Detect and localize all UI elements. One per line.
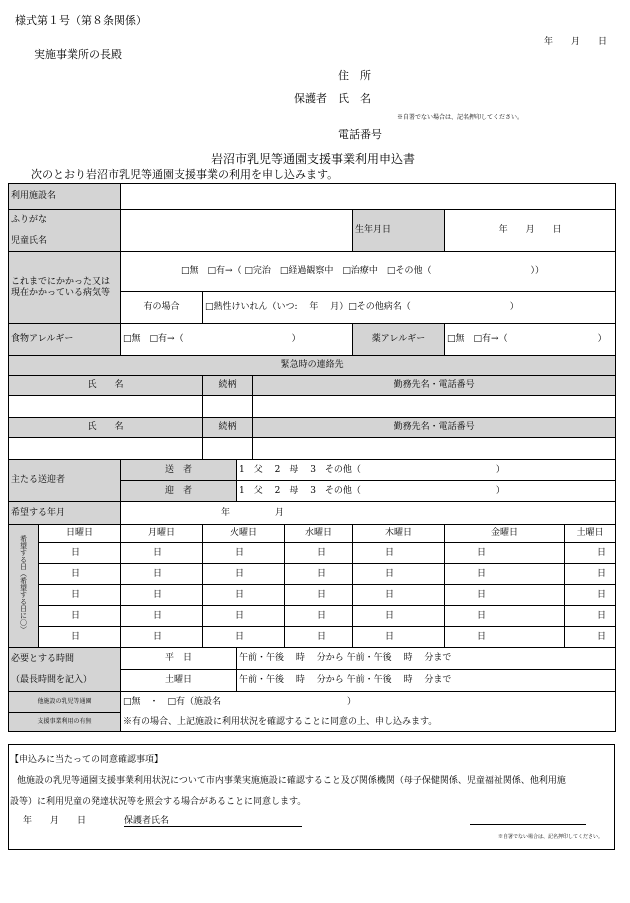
drug-allergy-label: 薬アレルギー bbox=[353, 324, 445, 356]
time-label bbox=[9, 648, 121, 692]
day-cell[interactable]: 日 bbox=[353, 627, 445, 648]
day-cell[interactable]: 日 bbox=[565, 543, 616, 564]
furigana-label: ふりがな bbox=[11, 214, 48, 225]
day-row bbox=[9, 585, 616, 606]
other-use-note: ※有の場合、上記施設に利用状況を確認することに同意の上、申し込みます。 bbox=[121, 713, 616, 732]
emergency-header: 緊急時の連絡先 bbox=[9, 356, 616, 376]
day-cell[interactable]: 日 bbox=[39, 606, 121, 627]
illness-options[interactable]: □無 □有→（ □完治 □経過観察中 □治療中 □その他（ ）） bbox=[121, 252, 616, 292]
day-cell[interactable]: 日 bbox=[121, 627, 203, 648]
illness-label: これまでにかかった又は現在かかっている病気等 bbox=[9, 252, 121, 324]
day-cell[interactable]: 日 bbox=[445, 627, 565, 648]
day-cell[interactable]: 日 bbox=[121, 543, 203, 564]
phone-label: 電話番号 bbox=[338, 128, 382, 141]
pickup-sub-label: 迎 者 bbox=[121, 481, 237, 502]
saturday-time-field[interactable]: 午前・午後 時 分から 午前・午後 時 分まで bbox=[237, 670, 616, 692]
weekday-wed: 水曜日 bbox=[285, 525, 353, 543]
emergency-relation-2[interactable] bbox=[203, 438, 253, 460]
day-cell[interactable]: 日 bbox=[203, 627, 285, 648]
day-cell[interactable]: 日 bbox=[203, 564, 285, 585]
day-cell[interactable]: 日 bbox=[565, 606, 616, 627]
day-cell[interactable]: 日 bbox=[445, 564, 565, 585]
weekday-fri: 金曜日 bbox=[445, 525, 565, 543]
emergency-name-header: 氏 名 bbox=[9, 376, 203, 396]
day-vertical-label: 希望する日（希望する日に〇） bbox=[9, 525, 39, 648]
weekday-thu: 木曜日 bbox=[353, 525, 445, 543]
time-label-sub: （最長時間を記入） bbox=[11, 674, 93, 685]
address-label: 住 所 bbox=[338, 69, 371, 82]
day-cell[interactable]: 日 bbox=[445, 606, 565, 627]
emergency-relation-header-2: 続柄 bbox=[203, 418, 253, 438]
pickup-options[interactable]: 1 父 2 母 3 その他（ ） bbox=[237, 481, 616, 502]
weekday-time-field[interactable]: 午前・午後 時 分から 午前・午後 時 分まで bbox=[237, 648, 616, 670]
food-allergy-label: 食物アレルギー bbox=[9, 324, 121, 356]
day-cell[interactable]: 日 bbox=[445, 585, 565, 606]
day-row bbox=[9, 564, 616, 585]
dropoff-options[interactable]: 1 父 2 母 3 その他（ ） bbox=[237, 460, 616, 481]
weekday-sat: 土曜日 bbox=[565, 525, 616, 543]
dropoff-label: 送 者 bbox=[121, 460, 237, 481]
weekday-tue: 火曜日 bbox=[203, 525, 285, 543]
saturday-time-label: 土曜日 bbox=[121, 670, 237, 692]
consent-seal-line bbox=[470, 824, 586, 825]
day-cell[interactable]: 日 bbox=[285, 585, 353, 606]
day-cell[interactable]: 日 bbox=[121, 606, 203, 627]
addressee: 実施事業所の長殿 bbox=[34, 48, 122, 61]
day-cell[interactable]: 日 bbox=[39, 585, 121, 606]
birth-label: 生年月日 bbox=[353, 210, 445, 252]
time-label-main: 必要とする時間 bbox=[11, 653, 75, 664]
day-cell[interactable]: 日 bbox=[203, 585, 285, 606]
weekday-sun: 日曜日 bbox=[39, 525, 121, 543]
day-cell[interactable]: 日 bbox=[285, 627, 353, 648]
if-yes-label: 有の場合 bbox=[121, 292, 203, 324]
emergency-work-header-2: 勤務先名・電話番号 bbox=[253, 418, 616, 438]
guardian-name-label: 保護者 氏 名 bbox=[294, 92, 371, 105]
day-cell[interactable]: 日 bbox=[565, 585, 616, 606]
emergency-work-header: 勤務先名・電話番号 bbox=[253, 376, 616, 396]
application-form bbox=[8, 183, 616, 732]
child-name-text: 児童氏名 bbox=[11, 235, 48, 246]
emergency-relation-1[interactable] bbox=[203, 396, 253, 418]
day-cell[interactable]: 日 bbox=[285, 606, 353, 627]
other-use-label: 他施設の乳児等通園 bbox=[9, 692, 121, 713]
emergency-name-1[interactable] bbox=[9, 396, 203, 418]
child-name-field[interactable] bbox=[121, 210, 353, 252]
day-cell[interactable]: 日 bbox=[565, 564, 616, 585]
day-cell[interactable]: 日 bbox=[353, 606, 445, 627]
day-row bbox=[9, 606, 616, 627]
day-cell[interactable]: 日 bbox=[353, 543, 445, 564]
form-number: 様式第１号（第８条関係） bbox=[15, 14, 147, 27]
day-cell[interactable]: 日 bbox=[121, 585, 203, 606]
weekday-mon: 月曜日 bbox=[121, 525, 203, 543]
signature-note: ※自署でない場合は、記名押印してください。 bbox=[397, 114, 524, 121]
day-cell[interactable]: 日 bbox=[39, 627, 121, 648]
consent-title: 【申込みに当たっての同意確認事項】 bbox=[10, 755, 164, 765]
day-row bbox=[9, 627, 616, 648]
consent-body-1: 他施設の乳児等通園支援事業利用状況について市内事業実施施設に確認すること及び関係機関（母子保健関係、児童福祉関係、他利用施 bbox=[17, 776, 566, 786]
consent-note: ※自署でない場合は、記名押印してください。 bbox=[498, 834, 604, 840]
day-cell[interactable]: 日 bbox=[203, 606, 285, 627]
if-yes-options[interactable]: □熱性けいれん（いつ: 年 月）□その他病名（ ） bbox=[203, 292, 616, 324]
form-title: 岩沼市乳児等通園支援事業利用申込書 bbox=[211, 152, 416, 166]
emergency-name-header-2: 氏 名 bbox=[9, 418, 203, 438]
consent-date[interactable]: 年 月 日 bbox=[23, 816, 87, 826]
emergency-work-2[interactable] bbox=[253, 438, 616, 460]
facility-field[interactable] bbox=[121, 184, 616, 210]
day-cell[interactable]: 日 bbox=[203, 543, 285, 564]
pickup-label: 主たる送迎者 bbox=[9, 460, 121, 502]
other-use-options[interactable]: □無 ・ □有（施設名 ） bbox=[121, 692, 616, 713]
day-cell[interactable]: 日 bbox=[445, 543, 565, 564]
header-date: 年 月 日 bbox=[544, 37, 608, 47]
facility-label: 利用施設名 bbox=[9, 184, 121, 210]
food-allergy-options[interactable]: □無 □有→（ ） bbox=[121, 324, 353, 356]
consent-guardian-field[interactable] bbox=[124, 813, 302, 827]
day-cell[interactable]: 日 bbox=[565, 627, 616, 648]
child-name-label bbox=[9, 210, 121, 252]
emergency-work-1[interactable] bbox=[253, 396, 616, 418]
month-label: 希望する年月 bbox=[9, 502, 121, 525]
intro-text: 次のとおり岩沼市乳児等通園支援事業の利用を申し込みます。 bbox=[31, 168, 339, 181]
day-cell[interactable]: 日 bbox=[39, 543, 121, 564]
emergency-relation-header: 続柄 bbox=[203, 376, 253, 396]
month-field[interactable]: 年 月 bbox=[121, 502, 616, 525]
day-cell[interactable]: 日 bbox=[285, 543, 353, 564]
weekday-header-row bbox=[9, 525, 616, 543]
day-cell[interactable]: 日 bbox=[353, 564, 445, 585]
day-cell[interactable]: 日 bbox=[353, 585, 445, 606]
day-cell[interactable]: 日 bbox=[39, 564, 121, 585]
emergency-name-2[interactable] bbox=[9, 438, 203, 460]
other-use-label-2: 支援事業利用の有無 bbox=[9, 713, 121, 732]
weekday-time-label: 平 日 bbox=[121, 648, 237, 670]
day-cell[interactable]: 日 bbox=[121, 564, 203, 585]
birth-field[interactable]: 年 月 日 bbox=[445, 210, 616, 252]
consent-body-2: 設等）に利用児童の発達状況等を照会する場合があることに同意します。 bbox=[10, 797, 307, 807]
day-row bbox=[9, 543, 616, 564]
consent-guardian-label: 保護者氏名 bbox=[124, 816, 170, 826]
day-cell[interactable]: 日 bbox=[285, 564, 353, 585]
drug-allergy-options[interactable]: □無 □有→（ ） bbox=[445, 324, 616, 356]
